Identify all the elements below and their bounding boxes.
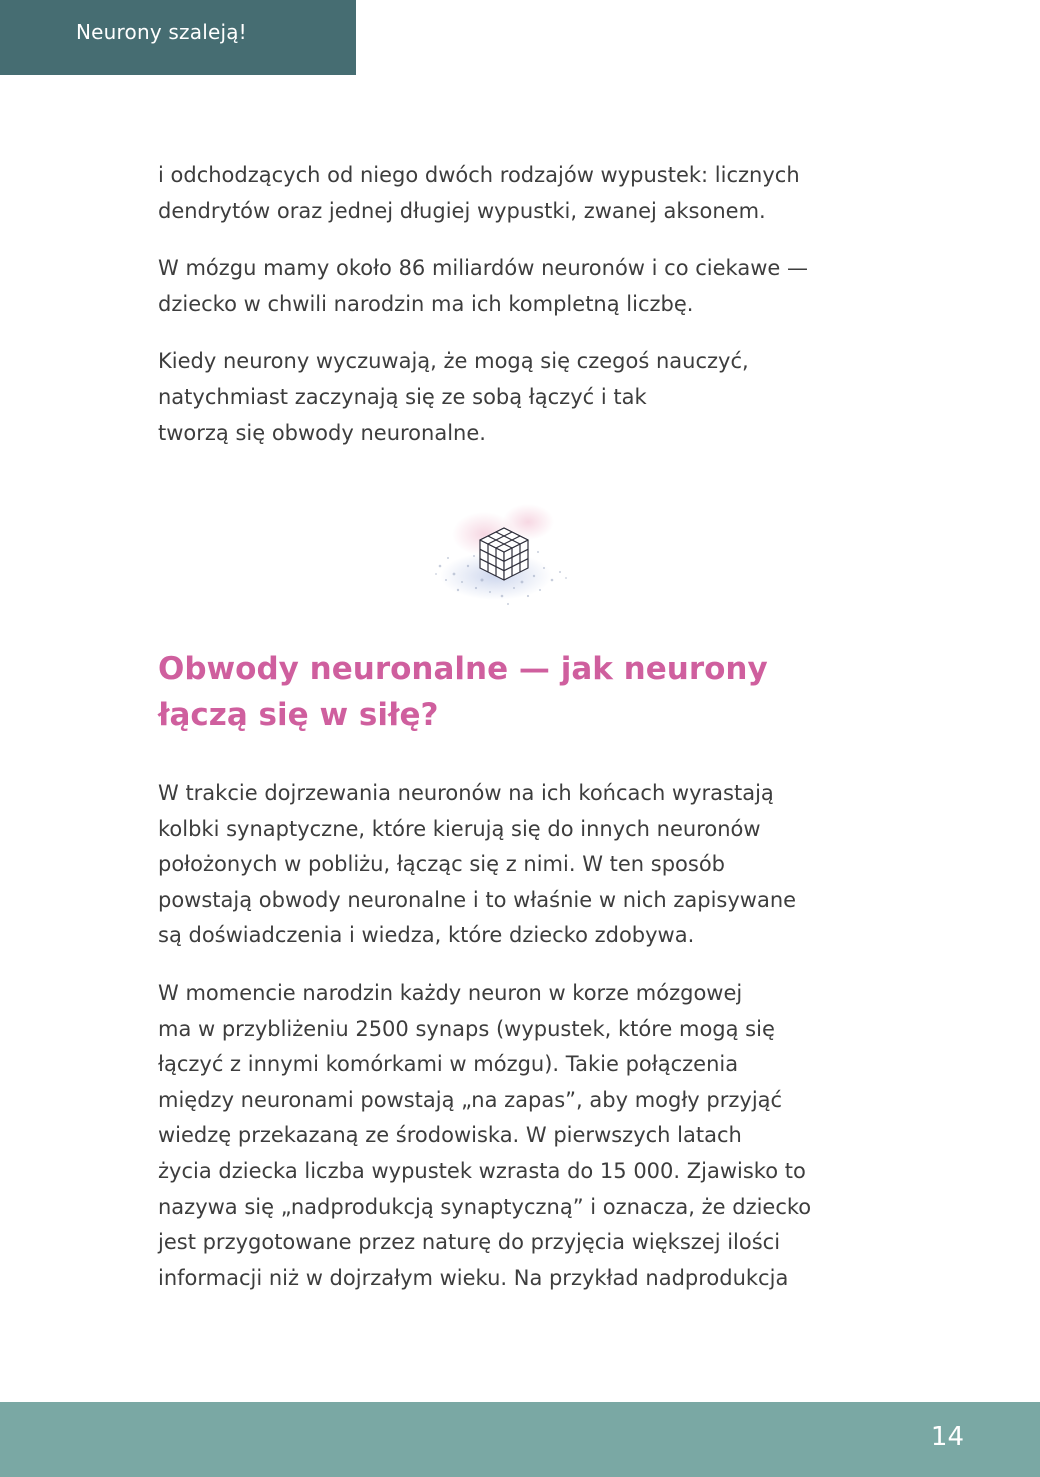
paragraph: W momencie narodzin każdy neuron w korze mózgowej ma w przybliżeniu 2500 synaps (wypustek, które mogą się łączyć z innymi komórkami w mózgu). Takie połączenia między neuronami powstają „na zapas”, aby mogły przyjąć wiedzę przekazaną ze środowiska. W pierwszych latach życia dziecka liczba wypustek wzrasta do 15 000. Zjawisko to nazywa się „nadprodukcją synaptyczną” i oznacza, że dziecko jest przygotowane przez naturę do przyjęcia większej ilości informacji niż w dojrzałym wieku. Na przykład nadprodukcja [158, 980, 812, 1290]
rubiks-cube-icon [418, 496, 578, 616]
page-number: 14 [930, 1422, 964, 1452]
paragraph: Kiedy neurony wyczuwają, że mogą się czegoś nauczyć, natychmiast zaczynają się ze sobą łączyć i tak tworzą się obwody neuronalne. [158, 349, 749, 445]
section-text [158, 776, 878, 1296]
header-tab [0, 0, 356, 75]
book-title: Neurony szaleją! [76, 20, 247, 44]
paragraph: W mózgu mamy około 86 miliardów neuronów i co ciekawe — dziecko w chwili narodzin ma ich kompletną liczbę. [158, 256, 808, 316]
intro-text [158, 158, 878, 451]
rubiks-cube-illustration [418, 496, 578, 616]
paragraph: W trakcie dojrzewania neuronów na ich końcach wyrastają kolbki synaptyczne, które kierują się do innych neuronów położonych w pobliżu, łącząc się z nimi. W ten sposób powstają obwody neuronalne i to właśnie w nich zapisywane są doświadczenia i wiedza, które dziecko zdobywa. [158, 781, 797, 948]
paragraph: i odchodzących od niego dwóch rodzajów wypustek: licznych dendrytów oraz jednej długiej wypustki, zwanej aksonem. [158, 163, 800, 223]
section-heading: Obwody neuronalne — jak neurony łączą się w siłę? [158, 651, 768, 733]
footer-bar [0, 1402, 1040, 1477]
